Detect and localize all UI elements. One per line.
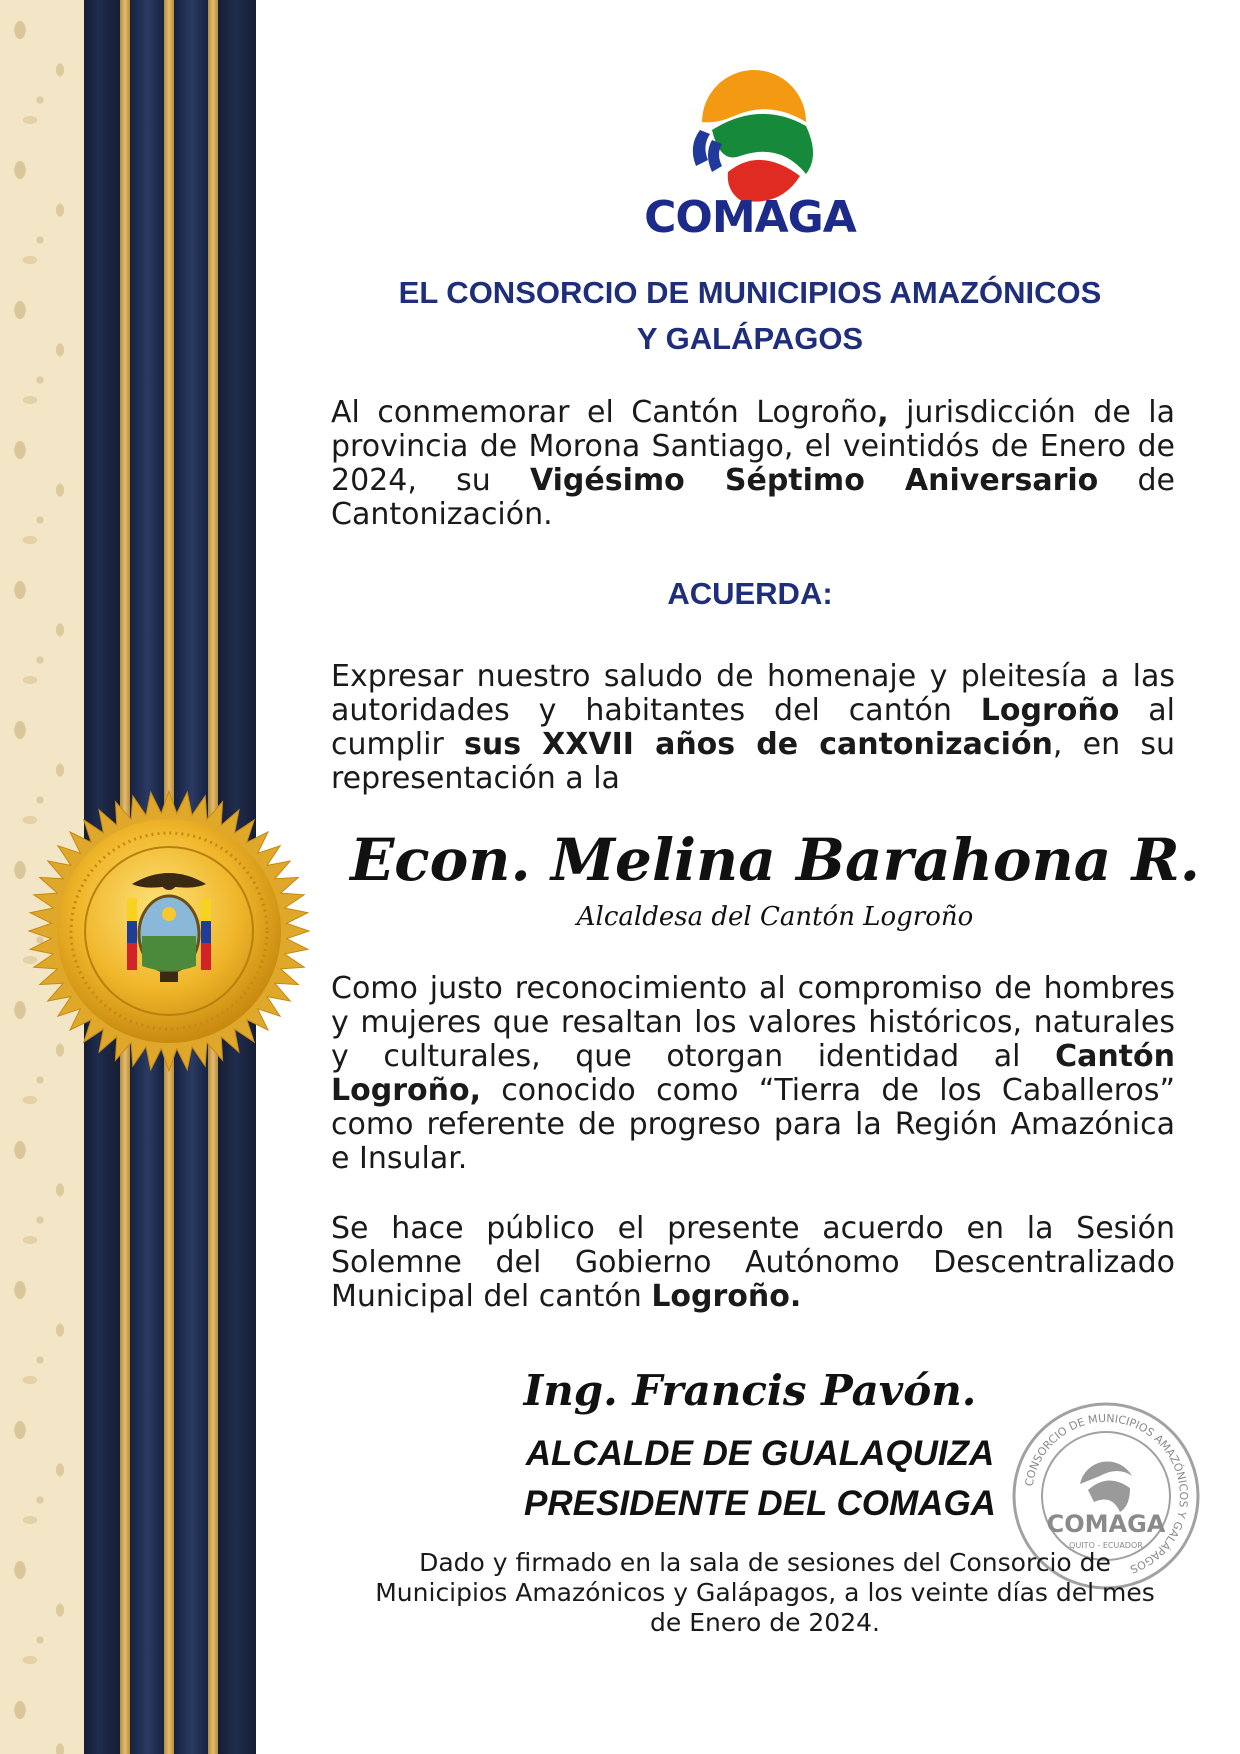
acuerda-heading: ACUERDA: — [667, 576, 833, 611]
p3-canton: Cantón Logroño, — [331, 1039, 1175, 1108]
footer-line-3: de Enero de 2024. — [650, 1608, 880, 1637]
signer-name: Ing. Francis Pavón. — [523, 1366, 977, 1415]
p3-text-b: conocido como “Tierra de los Caballeros” como referente de progreso para la Región Amazónica e Insular. — [331, 1073, 1175, 1176]
organization-title — [300, 270, 1200, 362]
footer-line-2: Municipios Amazónicos y Galápagos, a los veinte días del mes — [375, 1578, 1155, 1607]
p4-logrono: Logroño. — [651, 1279, 802, 1314]
stamp-center-text: COMAGA — [1046, 1510, 1166, 1538]
p1-comma: , — [877, 395, 889, 430]
comaga-wordmark: COMAGA — [644, 192, 856, 243]
p2-logrono: Logroño — [980, 693, 1120, 728]
stamp-ring-text: CONSORCIO DE MUNICIPIOS AMAZÓNICOS Y GALÁPAGOS — [1022, 1411, 1191, 1576]
p2-text-a: Expresar nuestro saludo de homenaje y pleitesía a las autoridades y habitantes del cantón — [331, 659, 1175, 728]
p1-text-a: Al conmemorar el Cantón Logroño — [331, 395, 878, 430]
honoree-title: Alcaldesa del Cantón Logroño — [576, 902, 974, 932]
footer-note — [330, 1548, 1200, 1638]
greeting-paragraph — [331, 660, 1175, 796]
p1-text-b: jurisdicción de la provincia de Morona Santiago, el veintidós de Enero de 2024, su — [331, 395, 1175, 498]
p1-text-c: de Cantonización. — [331, 463, 1175, 532]
honoree-name: Econ. Melina Barahona R. — [350, 826, 1200, 894]
recognition-paragraph — [331, 972, 1175, 1176]
p2-years: sus XXVII años de cantonización — [463, 727, 1053, 762]
org-line-1: EL CONSORCIO DE MUNICIPIOS AMAZÓNICOS — [398, 275, 1102, 310]
publication-paragraph — [331, 1212, 1175, 1314]
org-line-2: Y GALÁPAGOS — [636, 321, 864, 356]
p2-text-b: al cumplir — [331, 693, 1175, 762]
signer-role-2: PRESIDENTE DEL COMAGA — [524, 1484, 996, 1523]
footer-line-1: Dado y firmado en la sala de sesiones del Consorcio de — [419, 1548, 1111, 1577]
commemoration-paragraph — [331, 396, 1175, 532]
gold-seal-icon — [24, 786, 314, 1076]
p2-text-c: , en su representación a la — [331, 727, 1175, 796]
p3-text-a: Como justo reconocimiento al compromiso de hombres y mujeres que resaltan los valores históricos, naturales y culturales, que otorgan identidad al — [331, 971, 1175, 1074]
p4-text-a: Se hace público el presente acuerdo en la Sesión Solemne del Gobierno Autónomo Descentralizado Municipal del cantón — [331, 1211, 1175, 1314]
stamp-bottom-text: QUITO - ECUADOR — [1069, 1541, 1143, 1550]
p1-anniversary: Vigésimo Séptimo Aniversario — [529, 463, 1099, 498]
signer-role-1: ALCALDE DE GUALAQUIZA — [525, 1434, 995, 1473]
